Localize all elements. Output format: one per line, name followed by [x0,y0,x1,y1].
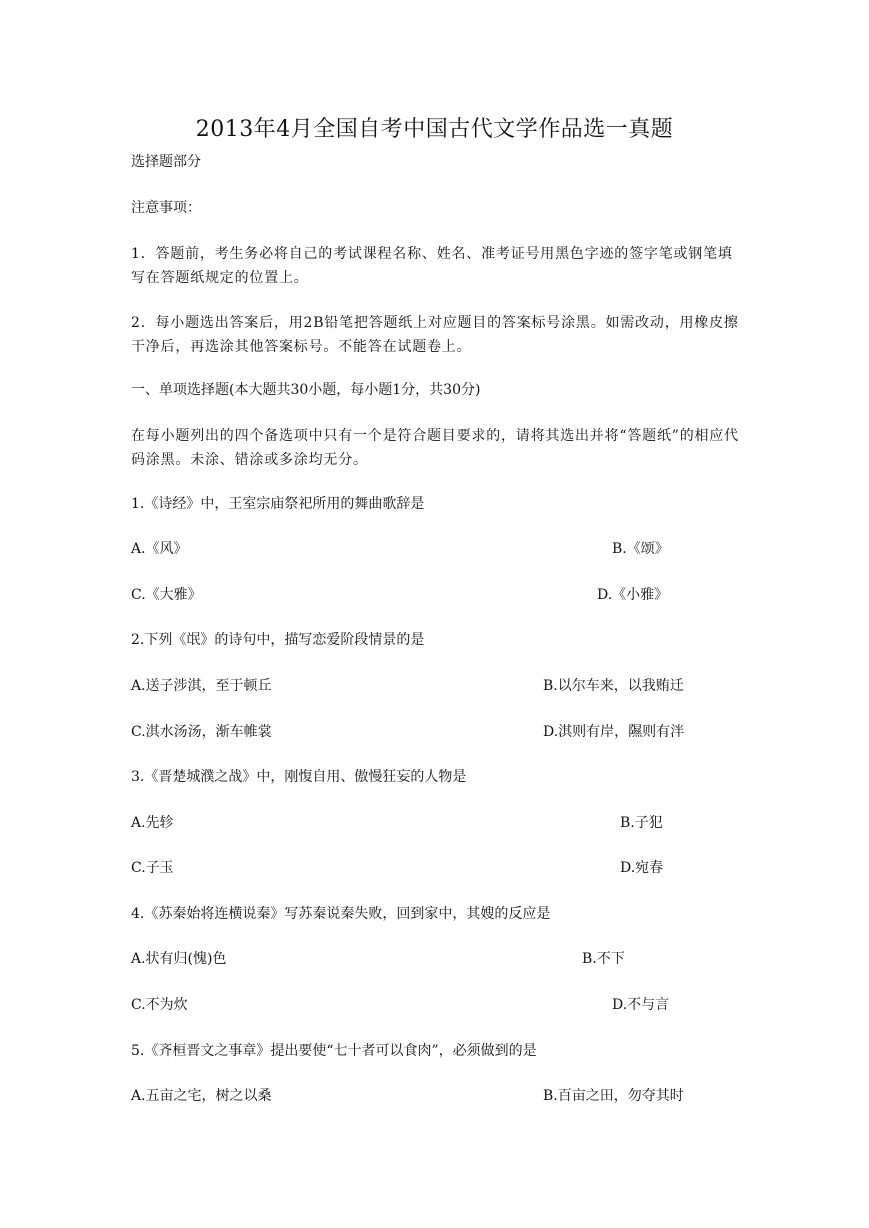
option-b: B.以尔车来，以我贿迁 [543,678,684,694]
notice-item-2: 2．每小题选出答案后，用2B铅笔把答题纸上对应题目的答案标号涂黑。如需改动，用橡皮擦干净后，再选涂其他答案标号。不能答在试题卷上。 [131,315,739,355]
option-d: D.不与言 [612,997,670,1013]
option-a: A.五亩之宅，树之以桑 [131,1088,272,1104]
question-stem: 5.《齐桓晋文之事章》提出要使“七十者可以食肉”，必须做到的是 [131,1043,537,1059]
notice-item-1: 1．答题前，考生务必将自己的考试课程名称、姓名、准考证号用黑色字迹的签字笔或钢笔填写在答题纸规定的位置上。 [131,246,733,286]
option-b: B.不下 [582,951,625,967]
option-b: B.百亩之田，勿夺其时 [543,1088,684,1104]
section-label: 选择题部分 [131,154,201,170]
instruction-text: 在每小题列出的四个备选项中只有一个是符合题目要求的，请将其选出并将“答题纸”的相应代码涂黑。未涂、错涂或多涂均无分。 [131,428,739,468]
question-stem: 1.《诗经》中，王室宗庙祭祀所用的舞曲歌辞是 [131,496,425,512]
option-a: A.《风》 [131,541,188,557]
question-stem: 3.《晋楚城濮之战》中，刚愎自用、傲慢狂妄的人物是 [131,769,467,785]
option-c: C.子玉 [131,860,174,876]
option-d: D.宛春 [620,860,664,876]
option-b: B.子犯 [620,815,663,831]
question-stem: 4.《苏秦始将连横说秦》写苏秦说秦失败，回到家中，其嫂的反应是 [131,906,551,922]
question-stem: 2.下列《氓》的诗句中，描写恋爱阶段情景的是 [131,632,425,648]
option-a: A.状有归(愧)色 [131,951,227,967]
option-c: C.淇水汤汤，渐车帷裳 [131,724,272,740]
option-a: A.先轸 [131,815,174,831]
option-c: C.《大雅》 [131,587,202,603]
part-heading: 一、单项选择题(本大题共30小题，每小题1分，共30分) [131,382,481,398]
option-c: C.不为炊 [131,997,188,1013]
option-d: D.《小雅》 [597,587,669,603]
option-a: A.送子涉淇，至于顿丘 [131,678,272,694]
document-title: 2013年4月全国自考中国古代文学作品选一真题 [195,117,674,142]
option-d: D.淇则有岸，隰则有泮 [543,724,685,740]
notice-label: 注意事项： [131,200,201,216]
option-b: B.《颂》 [612,541,669,557]
